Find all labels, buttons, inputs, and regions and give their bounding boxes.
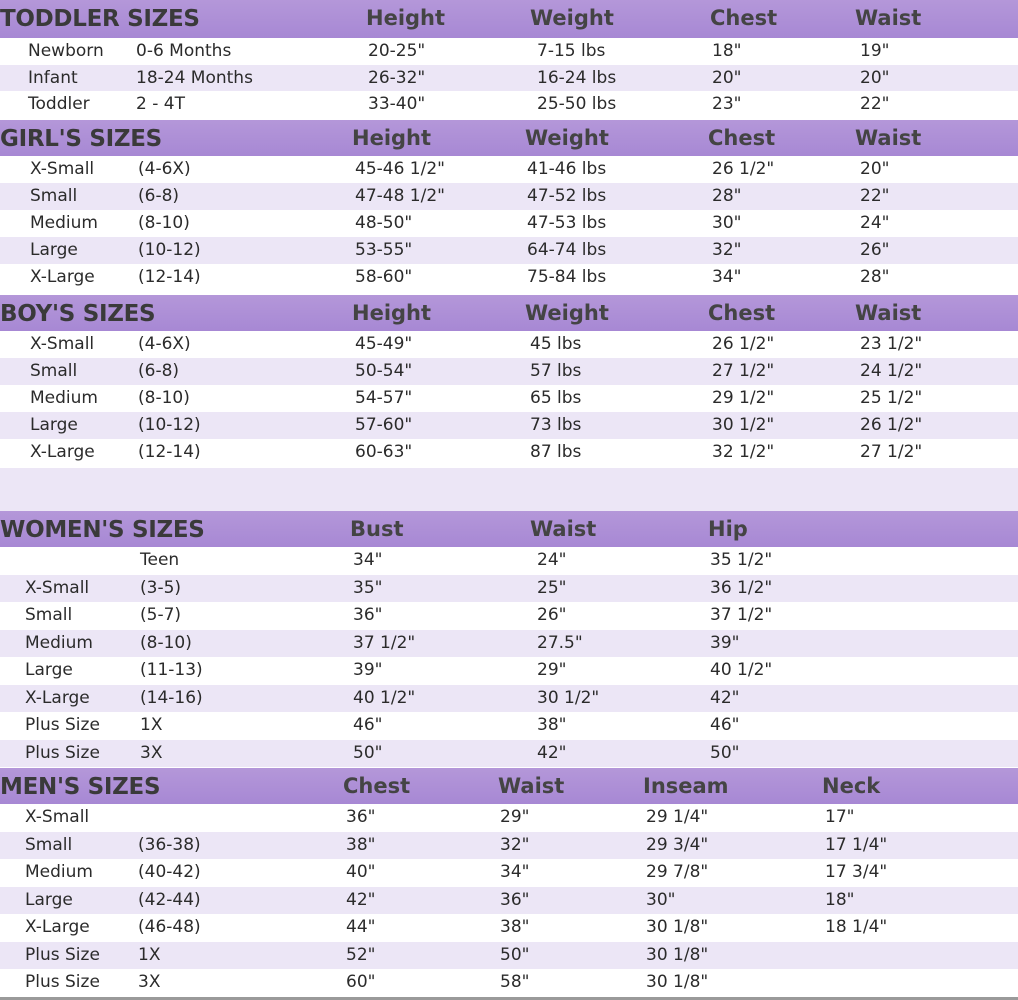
women-table-cell: Medium xyxy=(25,632,93,653)
toddler-table-row xyxy=(0,91,1018,118)
women-table-cell: Teen xyxy=(140,550,180,570)
women-table-row xyxy=(0,630,1018,658)
girls-table-cell: X-Large xyxy=(30,267,95,287)
men-column-header: Inseam xyxy=(643,774,729,798)
women-column-header: Bust xyxy=(350,517,404,541)
women-table-cell: 1X xyxy=(140,715,163,735)
men-table-row xyxy=(0,942,1018,970)
toddler-table-row xyxy=(0,65,1018,92)
boys-table-cell: 26 1/2" xyxy=(860,415,923,435)
men-table-cell: (46-48) xyxy=(138,917,201,937)
men-column-header: Neck xyxy=(822,774,881,798)
women-table-cell: 35" xyxy=(353,577,383,598)
toddler-table-cell: 18-24 Months xyxy=(136,67,253,88)
toddler-table-cell: 20" xyxy=(712,67,742,88)
women-section-title: WOMEN'S SIZES xyxy=(0,517,205,543)
men-table-cell: 29 7/8" xyxy=(646,862,709,882)
boys-table-cell: 23 1/2" xyxy=(860,334,923,354)
boys-table-cell: (10-12) xyxy=(138,415,201,435)
boys-section-title: BOY'S SIZES xyxy=(0,301,156,327)
toddler-column-header: Waist xyxy=(855,6,922,30)
women-table-cell: Large xyxy=(25,660,73,680)
toddler-table-cell: Newborn xyxy=(28,41,104,61)
toddler-table-cell: Infant xyxy=(28,67,78,88)
men-header-bar xyxy=(0,768,1018,804)
girls-table-cell: 32" xyxy=(712,240,742,260)
toddler-table-cell: 22" xyxy=(860,94,890,114)
women-table-cell: 35 1/2" xyxy=(710,550,773,570)
boys-table-cell: 24 1/2" xyxy=(860,361,923,381)
toddler-table-cell: 18" xyxy=(712,41,742,61)
men-table-cell: (42-44) xyxy=(138,889,201,910)
girls-table-cell: (10-12) xyxy=(138,240,201,260)
men-table-cell: 18 1/4" xyxy=(825,917,888,937)
women-table-cell: 27.5" xyxy=(537,632,583,653)
girls-table-cell: Medium xyxy=(30,213,98,233)
women-table-cell: 46" xyxy=(710,715,740,735)
men-table-cell: 42" xyxy=(346,889,376,910)
women-table-cell: 40 1/2" xyxy=(353,687,416,708)
men-column-header: Chest xyxy=(343,774,411,798)
women-table-cell: 29" xyxy=(537,660,567,680)
girls-table-cell: 45-46 1/2" xyxy=(355,159,445,179)
boys-table-cell: (8-10) xyxy=(138,388,190,408)
men-table-cell: 32" xyxy=(500,834,530,855)
women-table-row xyxy=(0,685,1018,713)
men-table-cell: 50" xyxy=(500,944,530,965)
girls-table-cell: 41-46 lbs xyxy=(527,159,607,179)
men-table-cell: 30 1/8" xyxy=(646,917,709,937)
girls-table-cell: (12-14) xyxy=(138,267,201,287)
men-table-cell: 29 1/4" xyxy=(646,807,709,827)
women-table-cell: 26" xyxy=(537,605,567,625)
girls-table-cell: 34" xyxy=(712,267,742,287)
men-table-cell: (36-38) xyxy=(138,834,201,855)
toddler-table-cell: Toddler xyxy=(28,94,90,114)
girls-table-cell: 47-53 lbs xyxy=(527,213,607,233)
men-table-cell: 44" xyxy=(346,917,376,937)
men-table-cell: (40-42) xyxy=(138,862,201,882)
girls-table-row xyxy=(0,264,1018,291)
men-table-cell: X-Small xyxy=(25,807,90,827)
men-column-header: Waist xyxy=(498,774,565,798)
boys-table-cell: 87 lbs xyxy=(530,442,582,462)
girls-table-cell: Large xyxy=(30,240,78,260)
men-table-cell: 34" xyxy=(500,862,530,882)
girls-section-title: GIRL'S SIZES xyxy=(0,126,162,152)
men-table-cell: 38" xyxy=(346,834,376,855)
women-table-cell: 50" xyxy=(710,742,740,763)
men-table-cell: Small xyxy=(25,834,73,855)
men-table-cell: 1X xyxy=(138,944,161,965)
men-table-cell: Medium xyxy=(25,862,93,882)
girls-table-cell: 22" xyxy=(860,186,890,206)
women-table-cell: (11-13) xyxy=(140,660,203,680)
girls-table-cell: Small xyxy=(30,186,78,206)
boys-table-cell: 54-57" xyxy=(355,388,413,408)
toddler-table-cell: 19" xyxy=(860,41,890,61)
boys-table-cell: 29 1/2" xyxy=(712,388,775,408)
boys-table-cell: 25 1/2" xyxy=(860,388,923,408)
boys-table-row xyxy=(0,412,1018,439)
women-header-bar xyxy=(0,511,1018,547)
toddler-table-cell: 2 - 4T xyxy=(136,94,185,114)
women-table-cell: (14-16) xyxy=(140,687,203,708)
women-table-cell: 30 1/2" xyxy=(537,687,600,708)
boys-table-row xyxy=(0,439,1018,466)
girls-table-cell: 20" xyxy=(860,159,890,179)
girls-header-bar xyxy=(0,120,1018,156)
boys-table-cell: Small xyxy=(30,361,78,381)
men-table-cell: 29 3/4" xyxy=(646,834,709,855)
toddler-table-cell: 16-24 lbs xyxy=(537,67,617,88)
boys-table-cell: (4-6X) xyxy=(138,334,191,354)
toddler-table-cell: 0-6 Months xyxy=(136,41,232,61)
men-table-cell: X-Large xyxy=(25,917,90,937)
boys-table-cell: 60-63" xyxy=(355,442,413,462)
women-table-cell: Plus Size xyxy=(25,742,100,763)
boys-table-cell: (12-14) xyxy=(138,442,201,462)
boys-table-cell: 26 1/2" xyxy=(712,334,775,354)
boys-table-cell: 30 1/2" xyxy=(712,415,775,435)
women-table-cell: 36" xyxy=(353,605,383,625)
women-column-header: Waist xyxy=(530,517,597,541)
men-table-cell: 60" xyxy=(346,972,376,992)
women-table-cell: 39" xyxy=(353,660,383,680)
girls-table-row xyxy=(0,156,1018,183)
women-table-cell: 38" xyxy=(537,715,567,735)
boys-table-row xyxy=(0,385,1018,412)
toddler-table-cell: 20" xyxy=(860,67,890,88)
women-table-cell: 25" xyxy=(537,577,567,598)
boys-table-cell: X-Large xyxy=(30,442,95,462)
toddler-header-bar xyxy=(0,0,1018,38)
women-table-cell: X-Small xyxy=(25,577,90,598)
girls-table-cell: 26 1/2" xyxy=(712,159,775,179)
men-table-cell: 58" xyxy=(500,972,530,992)
men-table-row xyxy=(0,887,1018,915)
boys-table-cell: Medium xyxy=(30,388,98,408)
girls-table-cell: 53-55" xyxy=(355,240,413,260)
boys-table-cell: 57 lbs xyxy=(530,361,582,381)
women-table-cell: 3X xyxy=(140,742,163,763)
girls-table-cell: 64-74 lbs xyxy=(527,240,607,260)
girls-table-cell: (6-8) xyxy=(138,186,180,206)
boys-table-cell: 73 lbs xyxy=(530,415,582,435)
women-table-cell: X-Large xyxy=(25,687,90,708)
boys-table-cell: 50-54" xyxy=(355,361,413,381)
girls-table-row xyxy=(0,237,1018,264)
boys-table-cell: Large xyxy=(30,415,78,435)
men-table-cell: 36" xyxy=(346,807,376,827)
women-table-row xyxy=(0,547,1018,575)
women-table-row xyxy=(0,712,1018,740)
girls-table-cell: 47-48 1/2" xyxy=(355,186,445,206)
men-table-cell: Plus Size xyxy=(25,944,100,965)
women-table-row xyxy=(0,657,1018,685)
women-table-row xyxy=(0,740,1018,768)
women-table-cell: 37 1/2" xyxy=(353,632,416,653)
boys-table-cell: (6-8) xyxy=(138,361,180,381)
women-table-cell: 37 1/2" xyxy=(710,605,773,625)
girls-table-cell: 58-60" xyxy=(355,267,413,287)
boys-table-cell: 45 lbs xyxy=(530,334,582,354)
men-table-cell: 30 1/8" xyxy=(646,944,709,965)
girls-column-header: Chest xyxy=(708,126,776,150)
girls-table-cell: 47-52 lbs xyxy=(527,186,607,206)
boys-column-header: Chest xyxy=(708,301,776,325)
boys-table-cell: 65 lbs xyxy=(530,388,582,408)
toddler-section-title: TODDLER SIZES xyxy=(0,6,200,32)
boys-table-cell: 45-49" xyxy=(355,334,413,354)
men-table-cell: 17" xyxy=(825,807,855,827)
girls-column-header: Height xyxy=(352,126,432,150)
girls-column-header: Waist xyxy=(855,126,922,150)
women-table-cell: (8-10) xyxy=(140,632,192,653)
women-table-row xyxy=(0,575,1018,603)
women-table-cell: (3-5) xyxy=(140,577,182,598)
boys-table-cell: 27 1/2" xyxy=(712,361,775,381)
girls-table-cell: (8-10) xyxy=(138,213,190,233)
men-table-row xyxy=(0,804,1018,832)
boys-table-row xyxy=(0,358,1018,385)
girls-table-cell: 24" xyxy=(860,213,890,233)
women-table-cell: 34" xyxy=(353,550,383,570)
men-table-cell: 30" xyxy=(646,889,676,910)
boys-header-bar xyxy=(0,295,1018,331)
girls-table-cell: X-Small xyxy=(30,159,95,179)
women-table-cell: 39" xyxy=(710,632,740,653)
women-table-cell: 40 1/2" xyxy=(710,660,773,680)
men-table-cell: 18" xyxy=(825,889,855,910)
toddler-table-cell: 25-50 lbs xyxy=(537,94,617,114)
toddler-table-row xyxy=(0,38,1018,65)
women-column-header: Hip xyxy=(708,517,748,541)
toddler-table-cell: 33-40" xyxy=(368,94,426,114)
men-table-row xyxy=(0,914,1018,942)
boys-table-cell: 57-60" xyxy=(355,415,413,435)
boys-column-header: Height xyxy=(352,301,432,325)
toddler-table-cell: 20-25" xyxy=(368,41,426,61)
men-table-cell: 29" xyxy=(500,807,530,827)
women-table-cell: 46" xyxy=(353,715,383,735)
men-table-cell: 3X xyxy=(138,972,161,992)
boys-table-cell: X-Small xyxy=(30,334,95,354)
boys-table-cell: 27 1/2" xyxy=(860,442,923,462)
girls-table-row xyxy=(0,183,1018,210)
boys-table-row xyxy=(0,331,1018,358)
men-table-row xyxy=(0,832,1018,860)
women-table-cell: (5-7) xyxy=(140,605,182,625)
girls-column-header: Weight xyxy=(525,126,609,150)
men-table-cell: 17 1/4" xyxy=(825,834,888,855)
girls-table-cell: (4-6X) xyxy=(138,159,191,179)
boys-column-header: Weight xyxy=(525,301,609,325)
girls-table-cell: 48-50" xyxy=(355,213,413,233)
women-table-cell: 24" xyxy=(537,550,567,570)
toddler-column-header: Height xyxy=(366,6,446,30)
men-table-cell: 17 3/4" xyxy=(825,862,888,882)
men-table-cell: Plus Size xyxy=(25,972,100,992)
women-table-cell: 42" xyxy=(710,687,740,708)
men-table-cell: 36" xyxy=(500,889,530,910)
girls-table-cell: 30" xyxy=(712,213,742,233)
men-table-row xyxy=(0,859,1018,887)
men-table-cell: Large xyxy=(25,889,73,910)
women-table-cell: 50" xyxy=(353,742,383,763)
men-table-cell: 40" xyxy=(346,862,376,882)
men-section-title: MEN'S SIZES xyxy=(0,774,161,800)
toddler-table-cell: 26-32" xyxy=(368,67,426,88)
men-table-cell: 30 1/8" xyxy=(646,972,709,992)
section-spacer xyxy=(0,468,1018,511)
men-table-cell: 52" xyxy=(346,944,376,965)
women-table-cell: 42" xyxy=(537,742,567,763)
girls-table-cell: 26" xyxy=(860,240,890,260)
toddler-column-header: Weight xyxy=(530,6,614,30)
girls-table-cell: 75-84 lbs xyxy=(527,267,607,287)
girls-table-row xyxy=(0,210,1018,237)
women-table-row xyxy=(0,602,1018,630)
men-table-cell: 38" xyxy=(500,917,530,937)
toddler-table-cell: 23" xyxy=(712,94,742,114)
men-table-row xyxy=(0,969,1018,997)
toddler-table-cell: 7-15 lbs xyxy=(537,41,606,61)
boys-column-header: Waist xyxy=(855,301,922,325)
women-table-cell: Plus Size xyxy=(25,715,100,735)
girls-table-cell: 28" xyxy=(712,186,742,206)
women-table-cell: Small xyxy=(25,605,73,625)
boys-table-cell: 32 1/2" xyxy=(712,442,775,462)
girls-table-cell: 28" xyxy=(860,267,890,287)
toddler-column-header: Chest xyxy=(710,6,778,30)
women-table-cell: 36 1/2" xyxy=(710,577,773,598)
